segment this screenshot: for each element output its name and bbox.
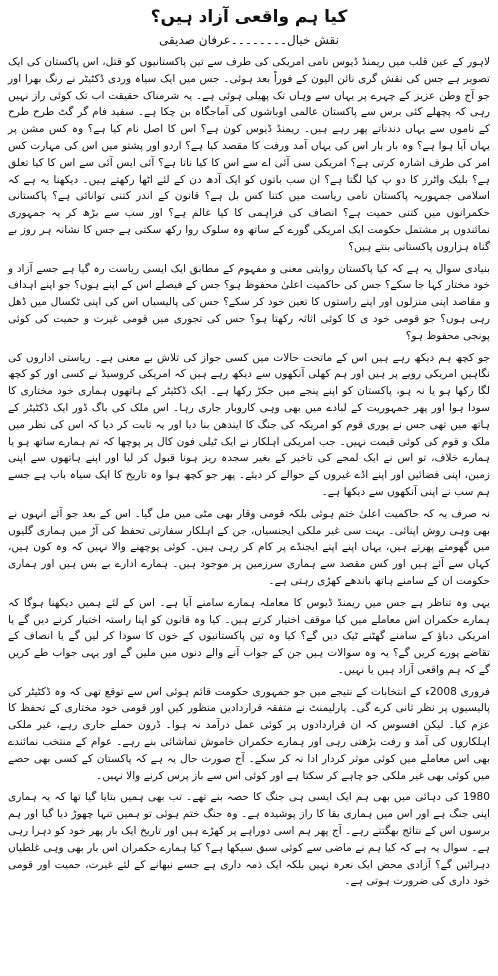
byline-prefix: نقش خیال [287, 33, 339, 47]
article-byline [8, 32, 490, 48]
article-paragraph: فروری 2008ء کے انتخابات کے نتیجے میں جو جمہوری حکومت قائم ہوئی اس سے توقع تھی کہ وہ ڈکٹیٹر کی پالیسیوں پر نظر ثانی کرے گی۔ پارلیمنٹ نے متفقہ قراردادیں منظور کیں اور قومی خود مختاری کے تحفظ کا عزم کیا۔ لیکن افسوس کہ ان قراردادوں پر کوئی عمل درآمد نہ ہوا۔ ڈرون حملے جاری رہے، غیر ملکی اہلکاروں کی آمد و رفت بڑھتی رہی اور ہمارے حکمران خاموش تماشائی بنے رہے۔ عوام کے منتخب نمائندے بھی اس معاملے میں کوئی موثر کردار ادا نہ کر سکے۔ آج صورت حال یہ ہے کہ پاکستان کے کسی بھی حصے میں کوئی بھی غیر ملکی جو چاہے کر سکتا ہے اور کوئی اس سے باز پرس کرنے والا نہیں۔ [8, 685, 490, 782]
article-paragraph: لاہور کے عین قلب میں ریمنڈ ڈیوس نامی امریکی کی طرف سے تین پاکستانیوں کو قتل، اس پاکستان کی ایک تصویر ہے جس کی نقش گری نائن الیون کے فوراً بعد ہوئی۔ جس میں ایک سیاہ وردی ڈکٹیٹر نے رنگ بھرا اور جو آج وطن عزیز کے چہرے پر یہاں سے وہاں تک پھیلی ہوئی ہے۔ یہ شرمناک حقیقت اب تک کوئی راز نہیں رہی کہ پچھلے کئی برس سے پاکستان عالمی اوباشوں کی آماجگاہ بن چکا ہے۔ سفید فام گر گٹ طرح طرح کے ناموں سے یہاں دندناتے پھر رہے ہیں۔ ریمنڈ ڈیوس کون ہے؟ اس کا اصل نام کیا ہے؟ وہ کس مشن پر یہاں آیا ہوا ہے؟ وہ بار بار اس کی یہاں آمد ورفت کا مقصد کیا ہے؟ اردو اور پشتو میں اس کی مہارت کس امر کی طرف اشارہ کرتی ہے؟ امریکی سی آئی اے سے اس کا کیا ناتا ہے؟ آئی ایس آئی سے اس کا کیا تعلق ہے؟ بلیک واٹرز کا دو پ کیا لگتا ہے؟ ان سب باتوں کو ایک آدھ دن کے لئے اٹھا رکھتے ہیں۔ دیکھنا یہ ہے کہ اسلامی جمہوریہ پاکستان نامی ریاست میں کتنا کس بل ہے؟ قانون کے اندر کتنی توانائی ہے؟ پاکستانی حکمرانوں میں کتنی حمیت ہے؟ انصاف کی فراہمی کا کیا عالم ہے؟ اور سب سے بڑھ کر یہ جمہوری نمائندوں پر مشتمل حکومت ایک امریکی گورے کے ساتھ وہ سلوک روا رکھ سکتی ہے جس کا نشانہ ہر روز بے گناہ ہزاروں پاکستانی بنتے ہیں؟ [8, 56, 491, 253]
article-paragraph: جو کچھ ہم دیکھ رہے ہیں اس کے ماتحت حالات میں کسی جواز کی تلاش بے معنی ہے۔ ریاستی اداروں کی نگاہیں امریکی رویے پر ہیں اور ہم کھلی آنکھوں سے دیکھ رہے ہیں کہ امریکی کروسیڈ نے کسی اور کو کچھ لگا رکھا ہو یا نہ ہو، پاکستان کو اپنے پنجے میں جکڑ رکھا ہے۔ ایک ڈکٹیٹر کے ہاتھوں ہماری خود مختاری کا سودا ہوا اور پھر جمہوریت کے لبادے میں بھی وہی کاروبار جاری رہا۔ اس ملک کی باگ ڈور ایک ڈکٹیٹر کے ہاتھ میں تھی جس نے پوری قوم کو امریکہ کی جنگ کا ایندھن بنا دیا اور یہ ثابت کر دیا کہ اس کی نظر میں ملک و قوم کی کوئی قیمت نہیں۔ جب امریکی اہلکار نے ایک ٹیلی فون کال پر پوچھا کہ تم ہمارے ساتھ ہو یا ہمارے خلاف، تو اس نے ایک لمحے کی تاخیر کے بغیر سجدہ ریز ہونا قبول کر لیا اور اپنے ہاتھوں سے اپنی زمین، اپنی فضائیں اور اپنے اڈے غیروں کے حوالے کر دیئے۔ پھر جو کچھ ہوا وہ تاریخ کا ایک سیاہ باب ہے جسے ہم سب نے اپنی آنکھوں سے دیکھا ہے۔ [8, 351, 490, 498]
author-name: عرفان صدیقی [159, 33, 231, 47]
byline-separator: ۔۔۔۔۔۔۔۔ [230, 33, 287, 47]
article-paragraph: بنیادی سوال یہ ہے کہ کیا پاکستان روایتی معنی و مفہوم کے مطابق ایک ایسی ریاست رہ گیا ہے جسے آزاد و خود مختار کہا جا سکے؟ جس کی حاکمیت اعلیٰ محفوظ ہو؟ جس کے فیصلے اس کے اپنے ہوں؟ جو اپنے اہداف و مقاصد اپنی منزلوں اور اپنے راستوں کا تعین خود کر سکے؟ جس کی پالیسیاں اس کی اپنی ٹکسال میں ڈھل رہی ہوں؟ جو قومی خود ی کا کوئی اثاثہ رکھتا ہو؟ جس کی تجوری میں قومی غیرت و حمیت کی کوئی پونجی محفوظ ہو؟ [8, 262, 490, 342]
article-paragraph: یہی وہ تناظر ہے جس میں ریمنڈ ڈیوس کا معاملہ ہمارے سامنے آیا ہے۔ اس کے لئے ہمیں دیکھنا ہوگا کہ ہمارے حکمران اس معاملے میں کیا موقف اختیار کرتے ہیں۔ کیا وہ قانون کو اپنا راستہ اختیار کرنے دیں گے یا امریکی دباؤ کے سامنے گھٹنے ٹیک دیں گے؟ کیا وہ تین پاکستانیوں کے خون کا سودا کر لیں گے یا انصاف کے تقاضے پورے کریں گے؟ یہ وہ سوالات ہیں جن کے جواب آنے والے دنوں میں ملیں گے اور یہی جواب طے کریں گے کہ ہم واقعی آزاد ہیں یا نہیں۔ [8, 596, 490, 676]
article-body [8, 54, 490, 890]
article-paragraph: نہ صرف یہ کہ حاکمیت اعلیٰ ختم ہوئی بلکہ قومی وقار بھی مٹی میں مل گیا۔ اس کے بعد جو آئے انہوں نے بھی وہی روش اپنائی۔ بہت سی غیر ملکی ایجنسیاں، جن کے اہلکار سفارتی تحفظ کی آڑ میں ہماری گلیوں میں گھومتے پھرتے ہیں، یہاں اپنے اپنے ایجنڈے پر کام کر رہی ہیں۔ کوئی پوچھنے والا نہیں کہ وہ کون ہیں، کہاں سے آئے ہیں اور کس مقصد سے ہماری سرزمین پر موجود ہیں۔ ہمارے ادارے بے بس ہیں اور ہماری حکومت ان کے سامنے ہاتھ باندھے کھڑی رہتی ہے۔ [8, 507, 490, 587]
article-paragraph: 1980 کی دہائی میں بھی ہم ایک ایسی ہی جنگ کا حصہ بنے تھے۔ تب بھی ہمیں بتایا گیا تھا کہ یہ ہماری اپنی جنگ ہے اور اس میں ہماری بقا کا راز پوشیدہ ہے۔ وہ جنگ ختم ہوئی تو ہمیں تنہا چھوڑ دیا گیا اور ہم برسوں اس کے نتائج بھگتتے رہے۔ آج پھر ہم اسی دوراہے پر کھڑے ہیں اور تاریخ ایک بار پھر خود کو دہرا رہی ہے۔ سوال یہ ہے کہ کیا ہم نے ماضی سے کوئی سبق سیکھا ہے؟ کیا ہمارے حکمران اس بار بھی وہی غلطیاں دہرائیں گے؟ آزادی محض ایک نعرہ نہیں بلکہ ایک ذمہ داری ہے جسے نبھانے کے لئے غیرت، حمیت اور قومی خود داری کی ضرورت ہوتی ہے۔ [8, 791, 490, 888]
article-headline: کیا ہم واقعی آزاد ہیں؟ [150, 7, 348, 27]
